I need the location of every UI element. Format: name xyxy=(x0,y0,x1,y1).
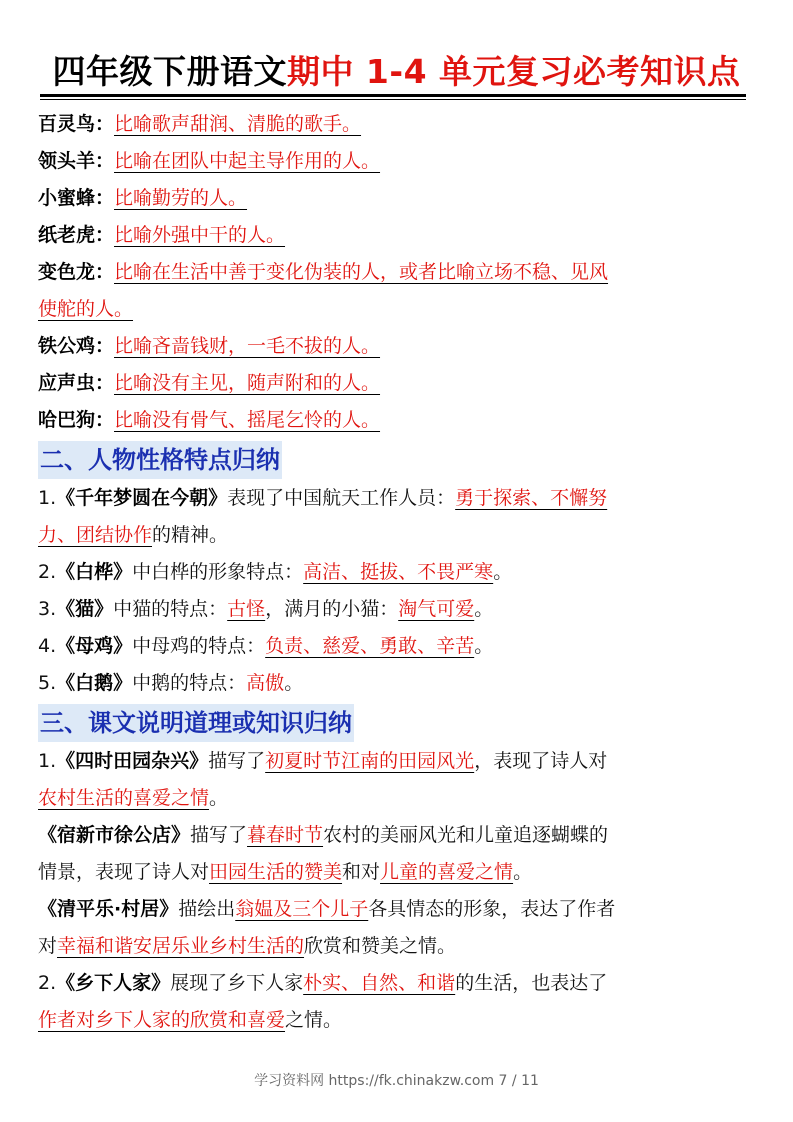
item-text: 。 xyxy=(474,598,494,620)
item-text: 情景，表现了诗人对 xyxy=(38,861,210,883)
metaphor-row xyxy=(38,143,760,180)
section-heading-character-traits: 二、人物性格特点归纳 xyxy=(38,441,282,479)
trait-item xyxy=(38,554,760,591)
answer-text: 负责、慈爱、勇敢、辛苦 xyxy=(265,635,475,657)
section-heading-lessons: 三、课文说明道理或知识归纳 xyxy=(38,704,354,742)
answer-text: 农村生活的喜爱之情 xyxy=(38,787,210,809)
item-text: 之情。 xyxy=(285,1009,343,1031)
metaphor-meaning: 比喻吝啬钱财，一毛不拔的人。 xyxy=(114,335,381,357)
item-text: 各具情态的形象，表达了作者 xyxy=(368,898,616,920)
page-content xyxy=(38,106,760,1039)
item-text: 对 xyxy=(38,935,58,957)
lesson-item-continued xyxy=(38,780,760,817)
item-text: 的生活，也表达了 xyxy=(455,972,608,994)
metaphor-meaning-continued: 使舵的人。 xyxy=(38,298,134,320)
item-text: ，满月的小猫： xyxy=(265,598,399,620)
item-text: 描写了 xyxy=(190,824,248,846)
metaphor-meaning: 比喻勤劳的人。 xyxy=(114,187,248,209)
book-title: 《白鹅》 xyxy=(56,672,133,694)
item-text: 。 xyxy=(493,561,513,583)
item-text: 中母鸡的特点： xyxy=(132,635,266,657)
trait-item xyxy=(38,591,760,628)
item-text: 。 xyxy=(474,635,494,657)
item-text: 表现了中国航天工作人员： xyxy=(227,487,456,509)
book-title: 《白桦》 xyxy=(56,561,133,583)
item-number: 5. xyxy=(38,672,57,694)
book-title: 《乡下人家》 xyxy=(56,972,171,994)
lesson-item xyxy=(38,965,760,1002)
trait-item xyxy=(38,628,760,665)
answer-text: 淘气可爱 xyxy=(398,598,475,620)
metaphor-term: 变色龙： xyxy=(38,261,115,283)
item-number: 2. xyxy=(38,972,57,994)
title-rule-thick xyxy=(40,94,746,97)
answer-text: 作者对乡下人家的欣赏和喜爱 xyxy=(38,1009,286,1031)
item-text: 描写了 xyxy=(208,750,266,772)
metaphor-row-continued xyxy=(38,291,760,328)
lesson-item xyxy=(38,817,760,854)
item-text: 的精神。 xyxy=(152,524,229,546)
answer-text: 高傲 xyxy=(246,672,285,694)
metaphor-meaning: 比喻没有主见，随声附和的人。 xyxy=(114,372,381,394)
metaphor-term: 小蜜蜂： xyxy=(38,187,115,209)
metaphor-meaning: 比喻外强中干的人。 xyxy=(114,224,286,246)
answer-text: 翁媪及三个儿子 xyxy=(235,898,369,920)
item-text: 中鹅的特点： xyxy=(132,672,247,694)
item-text: 欣赏和赞美之情。 xyxy=(304,935,457,957)
metaphor-meaning: 比喻歌声甜润、清脆的歌手。 xyxy=(114,113,362,135)
item-text: ，表现了诗人对 xyxy=(474,750,608,772)
book-title: 《母鸡》 xyxy=(56,635,133,657)
item-text: 农村的美丽风光和儿童追逐蝴蝶的 xyxy=(323,824,609,846)
book-title: 《清平乐·村居》 xyxy=(38,898,179,920)
lesson-item-continued xyxy=(38,928,760,965)
metaphor-row xyxy=(38,402,760,439)
item-text: 中白桦的形象特点： xyxy=(132,561,304,583)
answer-text: 力、团结协作 xyxy=(38,524,153,546)
item-text: 。 xyxy=(209,787,229,809)
item-number: 4. xyxy=(38,635,57,657)
item-text: 描绘出 xyxy=(178,898,236,920)
item-number: 3. xyxy=(38,598,57,620)
metaphor-row xyxy=(38,365,760,402)
book-title: 《宿新市徐公店》 xyxy=(38,824,191,846)
title-topic: 期中 1-4 单元复习必考知识点 xyxy=(286,52,741,91)
answer-text: 暮春时节 xyxy=(247,824,324,846)
title-grade: 四年级下册语文 xyxy=(52,52,287,91)
metaphor-meaning: 比喻没有骨气、摇尾乞怜的人。 xyxy=(114,409,381,431)
trait-item xyxy=(38,480,760,517)
metaphor-term: 领头羊： xyxy=(38,150,115,172)
answer-text: 田园生活的赞美 xyxy=(209,861,343,883)
metaphor-term: 哈巴狗： xyxy=(38,409,115,431)
item-text: 。 xyxy=(513,861,533,883)
answer-text: 初夏时节江南的田园风光 xyxy=(265,750,475,772)
metaphor-row xyxy=(38,106,760,143)
lesson-item xyxy=(38,743,760,780)
answer-text: 高洁、挺拔、不畏严寒 xyxy=(303,561,494,583)
trait-item-continued xyxy=(38,517,760,554)
metaphor-term: 纸老虎： xyxy=(38,224,115,246)
lesson-item-continued xyxy=(38,854,760,891)
metaphor-row xyxy=(38,180,760,217)
book-title: 《千年梦圆在今朝》 xyxy=(56,487,228,509)
metaphor-term: 百灵鸟： xyxy=(38,113,115,135)
item-text: 展现了乡下人家 xyxy=(170,972,304,994)
item-text: 中猫的特点： xyxy=(113,598,228,620)
answer-text: 幸福和谐安居乐业乡村生活的 xyxy=(57,935,305,957)
item-number: 1. xyxy=(38,750,57,772)
answer-text: 古怪 xyxy=(227,598,266,620)
book-title: 《四时田园杂兴》 xyxy=(56,750,209,772)
lesson-item xyxy=(38,891,760,928)
metaphor-meaning: 比喻在团队中起主导作用的人。 xyxy=(114,150,381,172)
item-number: 2. xyxy=(38,561,57,583)
page-footer: 学习资料网 https://fk.chinakzw.com 7 / 11 xyxy=(254,1073,539,1089)
book-title: 《猫》 xyxy=(56,598,114,620)
metaphor-term: 铁公鸡： xyxy=(38,335,115,357)
trait-item xyxy=(38,665,760,702)
metaphor-row xyxy=(38,254,760,291)
page-title xyxy=(0,52,793,92)
metaphor-term: 应声虫： xyxy=(38,372,115,394)
metaphor-row xyxy=(38,328,760,365)
metaphor-row xyxy=(38,217,760,254)
title-rule-thin xyxy=(40,99,746,100)
item-text: 和对 xyxy=(342,861,381,883)
item-number: 1. xyxy=(38,487,57,509)
item-text: 。 xyxy=(284,672,304,694)
answer-text: 朴实、自然、和谐 xyxy=(303,972,456,994)
metaphor-meaning: 比喻在生活中善于变化伪装的人，或者比喻立场不稳、见风 xyxy=(114,261,609,283)
lesson-item-continued xyxy=(38,1002,760,1039)
answer-text: 儿童的喜爱之情 xyxy=(380,861,514,883)
answer-text: 勇于探索、不懈努 xyxy=(455,487,608,509)
